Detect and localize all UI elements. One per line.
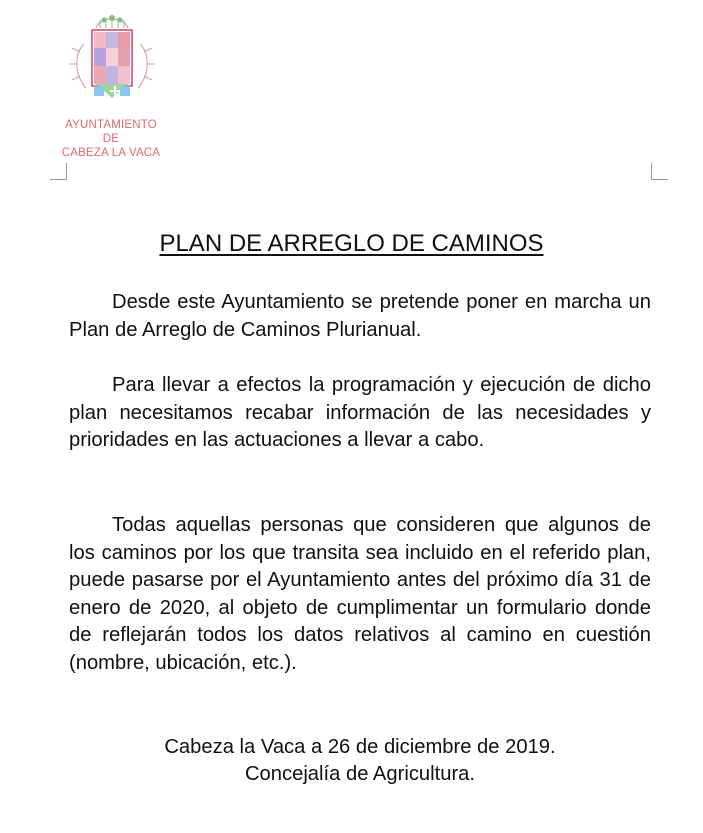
place-and-date: Cabeza la Vaca a 26 de diciembre de 2019. <box>164 736 556 758</box>
paragraph-2: Para llevar a efectos la programación y ejecución de dicho plan necesitamos recabar información de las necesidades y prioridades en las actuaciones a llevar a cabo. <box>69 374 651 452</box>
margin-corner-right <box>651 163 668 180</box>
issuer-line-1: AYUNTAMIENTO <box>65 119 157 131</box>
paragraph-3: Todas aquellas personas que consideren que algunos de los caminos por los que transita sea incluido en el referido plan, puede pasarse por el Ayuntamiento antes del próximo día 31 de enero de 2020, al objeto de cumplimentar un formulario donde de reflejarán todos los datos relativos al camino en cuestión (nombre, ubicación, etc.). <box>69 514 651 674</box>
signing-department: Concejalía de Agricultura. <box>244 763 476 785</box>
issuer-name <box>52 118 170 160</box>
coat-of-arms-icon <box>66 14 158 106</box>
paragraph-1: Desde este Ayuntamiento se pretende poner en marcha un Plan de Arreglo de Caminos Plurianual. <box>69 291 651 341</box>
margin-corner-left <box>50 163 67 180</box>
issuer-line-2: DE <box>102 133 120 145</box>
issuer-line-3: CABEZA LA VACA <box>61 147 161 159</box>
document-title-text: PLAN DE ARREGLO DE CAMINOS <box>159 230 544 257</box>
document-title <box>0 229 703 259</box>
